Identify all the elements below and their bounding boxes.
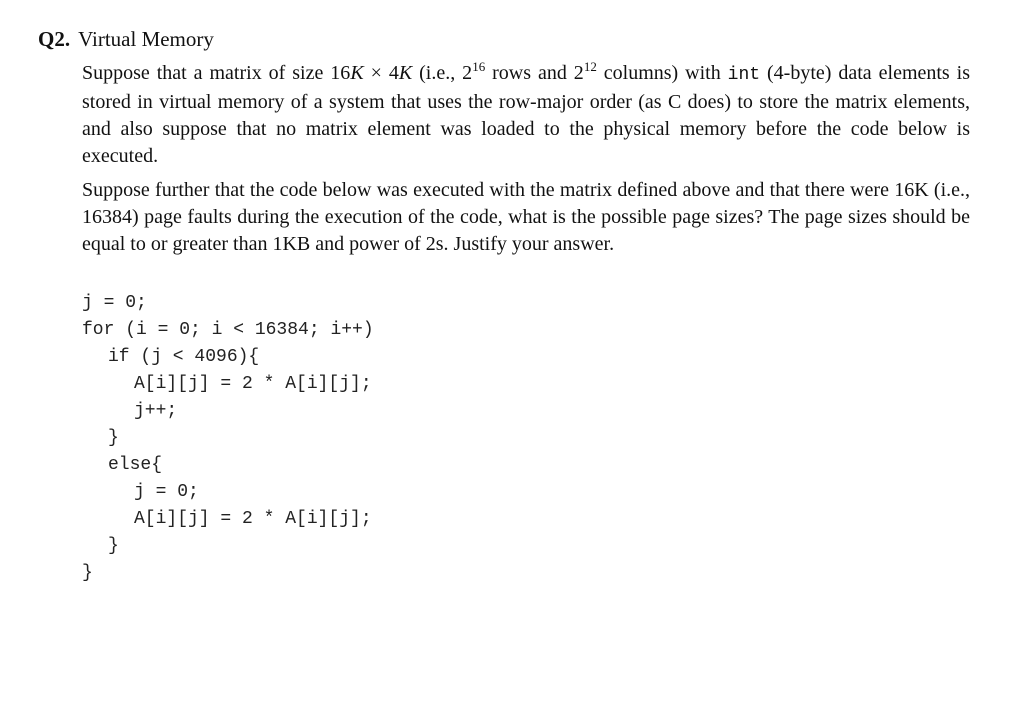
code-line: } [108, 428, 119, 448]
problem-paragraph-2: Suppose further that the code below was executed with the matrix defined above and that there were 16K (i.e., 16384) page faults during the execution of the code, what is the possible page sizes? The page sizes should be equal to or greater than 1KB and power of 2s. Justify your answer. [82, 179, 970, 255]
para1-text-a: Suppose that a matrix of size 16 [82, 62, 351, 84]
para1-text-e: columns) with [596, 62, 728, 84]
code-line: j = 0; [82, 293, 147, 313]
para1-times: × [363, 62, 389, 84]
code-block [82, 290, 374, 587]
para1-code-int: int [727, 65, 761, 85]
code-line: else{ [108, 455, 163, 475]
para1-math-k2: K [398, 62, 413, 84]
para1-exponent-12: 12 [583, 59, 597, 74]
question-number: Q2. [38, 27, 71, 51]
question-title: Virtual Memory [78, 27, 214, 51]
code-line: } [82, 563, 93, 583]
code-line: A[i][j] = 2 * A[i][j]; [134, 509, 372, 529]
para1-math-k1: K [350, 62, 364, 84]
code-line: for (i = 0; i < 16384; i++) [82, 320, 374, 340]
problem-paragraph-1 [82, 60, 970, 170]
para1-text-f: (4-byte) data elements is stored in virtual memory of a system that uses the row-major order (as C does) to store the matrix elements, and also suppose that no matrix element was loaded to the physical memory before the code below is executed. [82, 62, 971, 167]
para1-text-c: (i.e., 2 [412, 62, 473, 84]
para1-text-d: rows and 2 [485, 62, 584, 84]
question-heading [38, 25, 214, 53]
code-line: j++; [134, 401, 178, 421]
para1-text-b: 4 [388, 62, 399, 84]
para1-exponent-16: 16 [472, 59, 486, 74]
code-line: if (j < 4096){ [108, 347, 260, 367]
code-line: } [108, 536, 119, 556]
code-line: j = 0; [134, 482, 199, 502]
code-line: A[i][j] = 2 * A[i][j]; [134, 374, 372, 394]
